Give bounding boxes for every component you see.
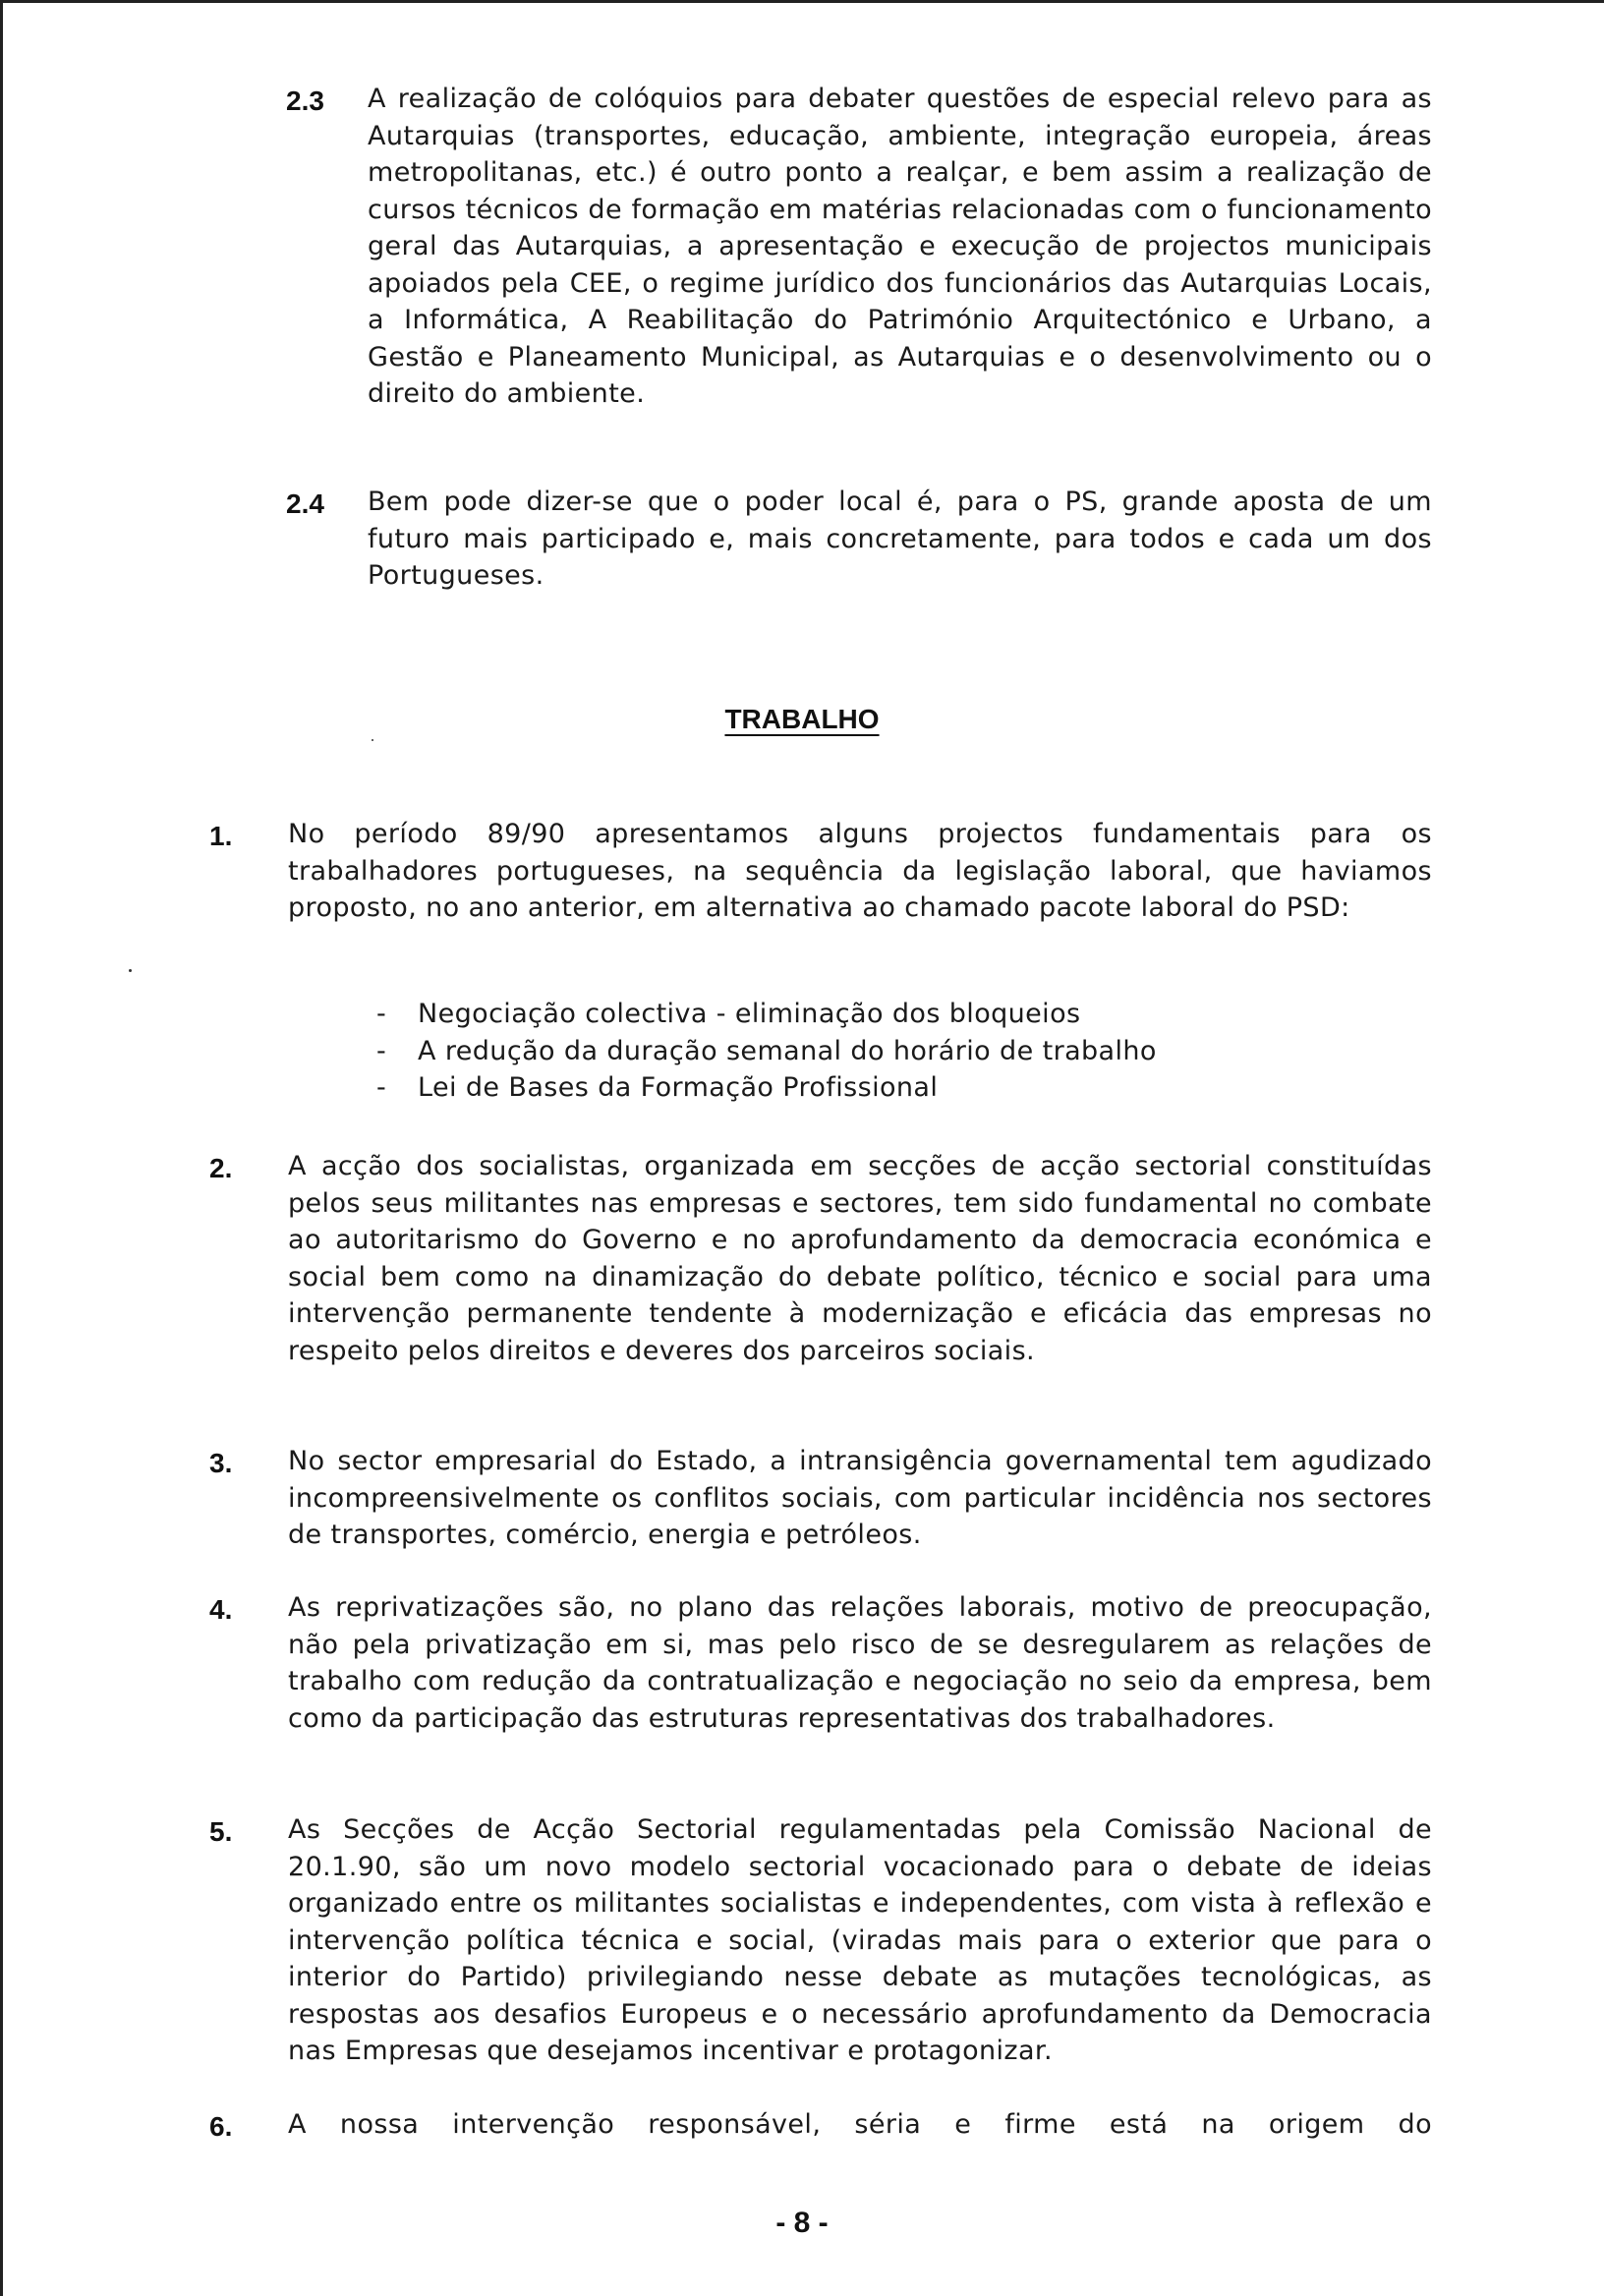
paragraph-number: 2.4: [286, 488, 324, 519]
item-number: 3.: [209, 1448, 233, 1478]
item-number: 1.: [209, 821, 233, 851]
item-text: As Secções de Acção Sectorial regulamentadas pela Comissão Nacional de 20.1.90, são um novo modelo sectorial vocacionado para o debate de ideias organizado entre os militantes socialistas e independentes, com vista à reflexão e intervenção política técnica e social, (viradas mais para o exterior que para o interior do Partido) privilegiando nesse debate as mutações tecnológicas, as respostas aos desafios Europeus e o necessário aprofundamento da Democracia nas Empresas que desejamos incentivar e protagonizar.: [288, 1814, 1432, 2066]
item-number: 4.: [209, 1594, 233, 1625]
bullet-item: [376, 996, 1157, 1033]
page-border-left: [0, 0, 3, 2296]
bullet-text: Lei de Bases da Formação Profissional: [418, 1072, 939, 1103]
item-number: 6.: [209, 2111, 233, 2142]
item-text: A acção dos socialistas, organizada em secções de acção sectorial constituídas pelos seus militantes nas empresas e sectores, tem sido fundamental no combate ao autoritarismo do Governo e no aprofundamento da democracia económica e social bem como na dinamização do debate político, técnico e social para uma intervenção permanente tendente à modernização e eficácia das empresas no respeito pelos direitos e deveres dos parceiros sociais.: [288, 1151, 1432, 1366]
bullet-marker: -: [376, 1072, 387, 1103]
bullet-marker: -: [376, 1035, 387, 1066]
item-text: A nossa intervenção responsável, séria e firme está na origem do: [288, 2109, 1432, 2140]
bullet-text: Negociação colectiva - eliminação dos bloqueios: [418, 999, 1081, 1029]
scan-speck: [129, 969, 132, 972]
page-number: - 8 -: [775, 2207, 829, 2239]
paragraph-text: A realização de colóquios para debater questões de especial relevo para as Autarquias (transportes, educação, ambiente, integração europeia, áreas metropolitanas, etc.) é outro ponto a realçar, e bem assim a realização de cursos técnicos de formação em matérias relacionadas com o funcionamento geral das Autarquias, a apresentação e execução de projectos municipais apoiados pela CEE, o regime jurídico dos funcionários das Autarquias Locais, a Informática, A Reabilitação do Património Arquitectónico e Urbano, a Gestão e Planeamento Municipal, as Autarquias e o desenvolvimento ou o direito do ambiente.: [368, 84, 1432, 409]
bullet-text: A redução da duração semanal do horário de trabalho: [418, 1035, 1157, 1066]
item-text: No período 89/90 apresentamos alguns projectos fundamentais para os trabalhadores portugueses, na sequência da legislação laboral, que haviamos proposto, no ano anterior, em alternativa ao chamado pacote laboral do PSD:: [288, 819, 1432, 923]
paragraph-number: 2.3: [286, 86, 324, 116]
bullet-marker: -: [376, 999, 387, 1029]
item-number: 5.: [209, 1816, 233, 1847]
scan-speck: [372, 739, 373, 741]
item-text: As reprivatizações são, no plano das relações laborais, motivo de preocupação, não pela privatização em si, mas pelo risco de se desregularem as relações de trabalho com redução da contratualização e negociação no seio da empresa, bem como da participação das estruturas representativas dos trabalhadores.: [288, 1592, 1432, 1734]
bullet-list: [376, 996, 1157, 1107]
item-number: 2.: [209, 1153, 233, 1183]
paragraph-text: Bem pode dizer-se que o poder local é, para o PS, grande aposta de um futuro mais participado e, mais concretamente, para todos e cada um dos Portugueses.: [368, 487, 1432, 591]
bullet-item: [376, 1069, 1157, 1107]
page-border-top: [0, 0, 1604, 3]
item-text: No sector empresarial do Estado, a intransigência governamental tem agudizado incompreensivelmente os conflitos sociais, com particular incidência nos sectores de transportes, comércio, energia e petróleos.: [288, 1446, 1432, 1550]
bullet-item: [376, 1033, 1157, 1070]
section-heading: TRABALHO: [724, 704, 880, 734]
